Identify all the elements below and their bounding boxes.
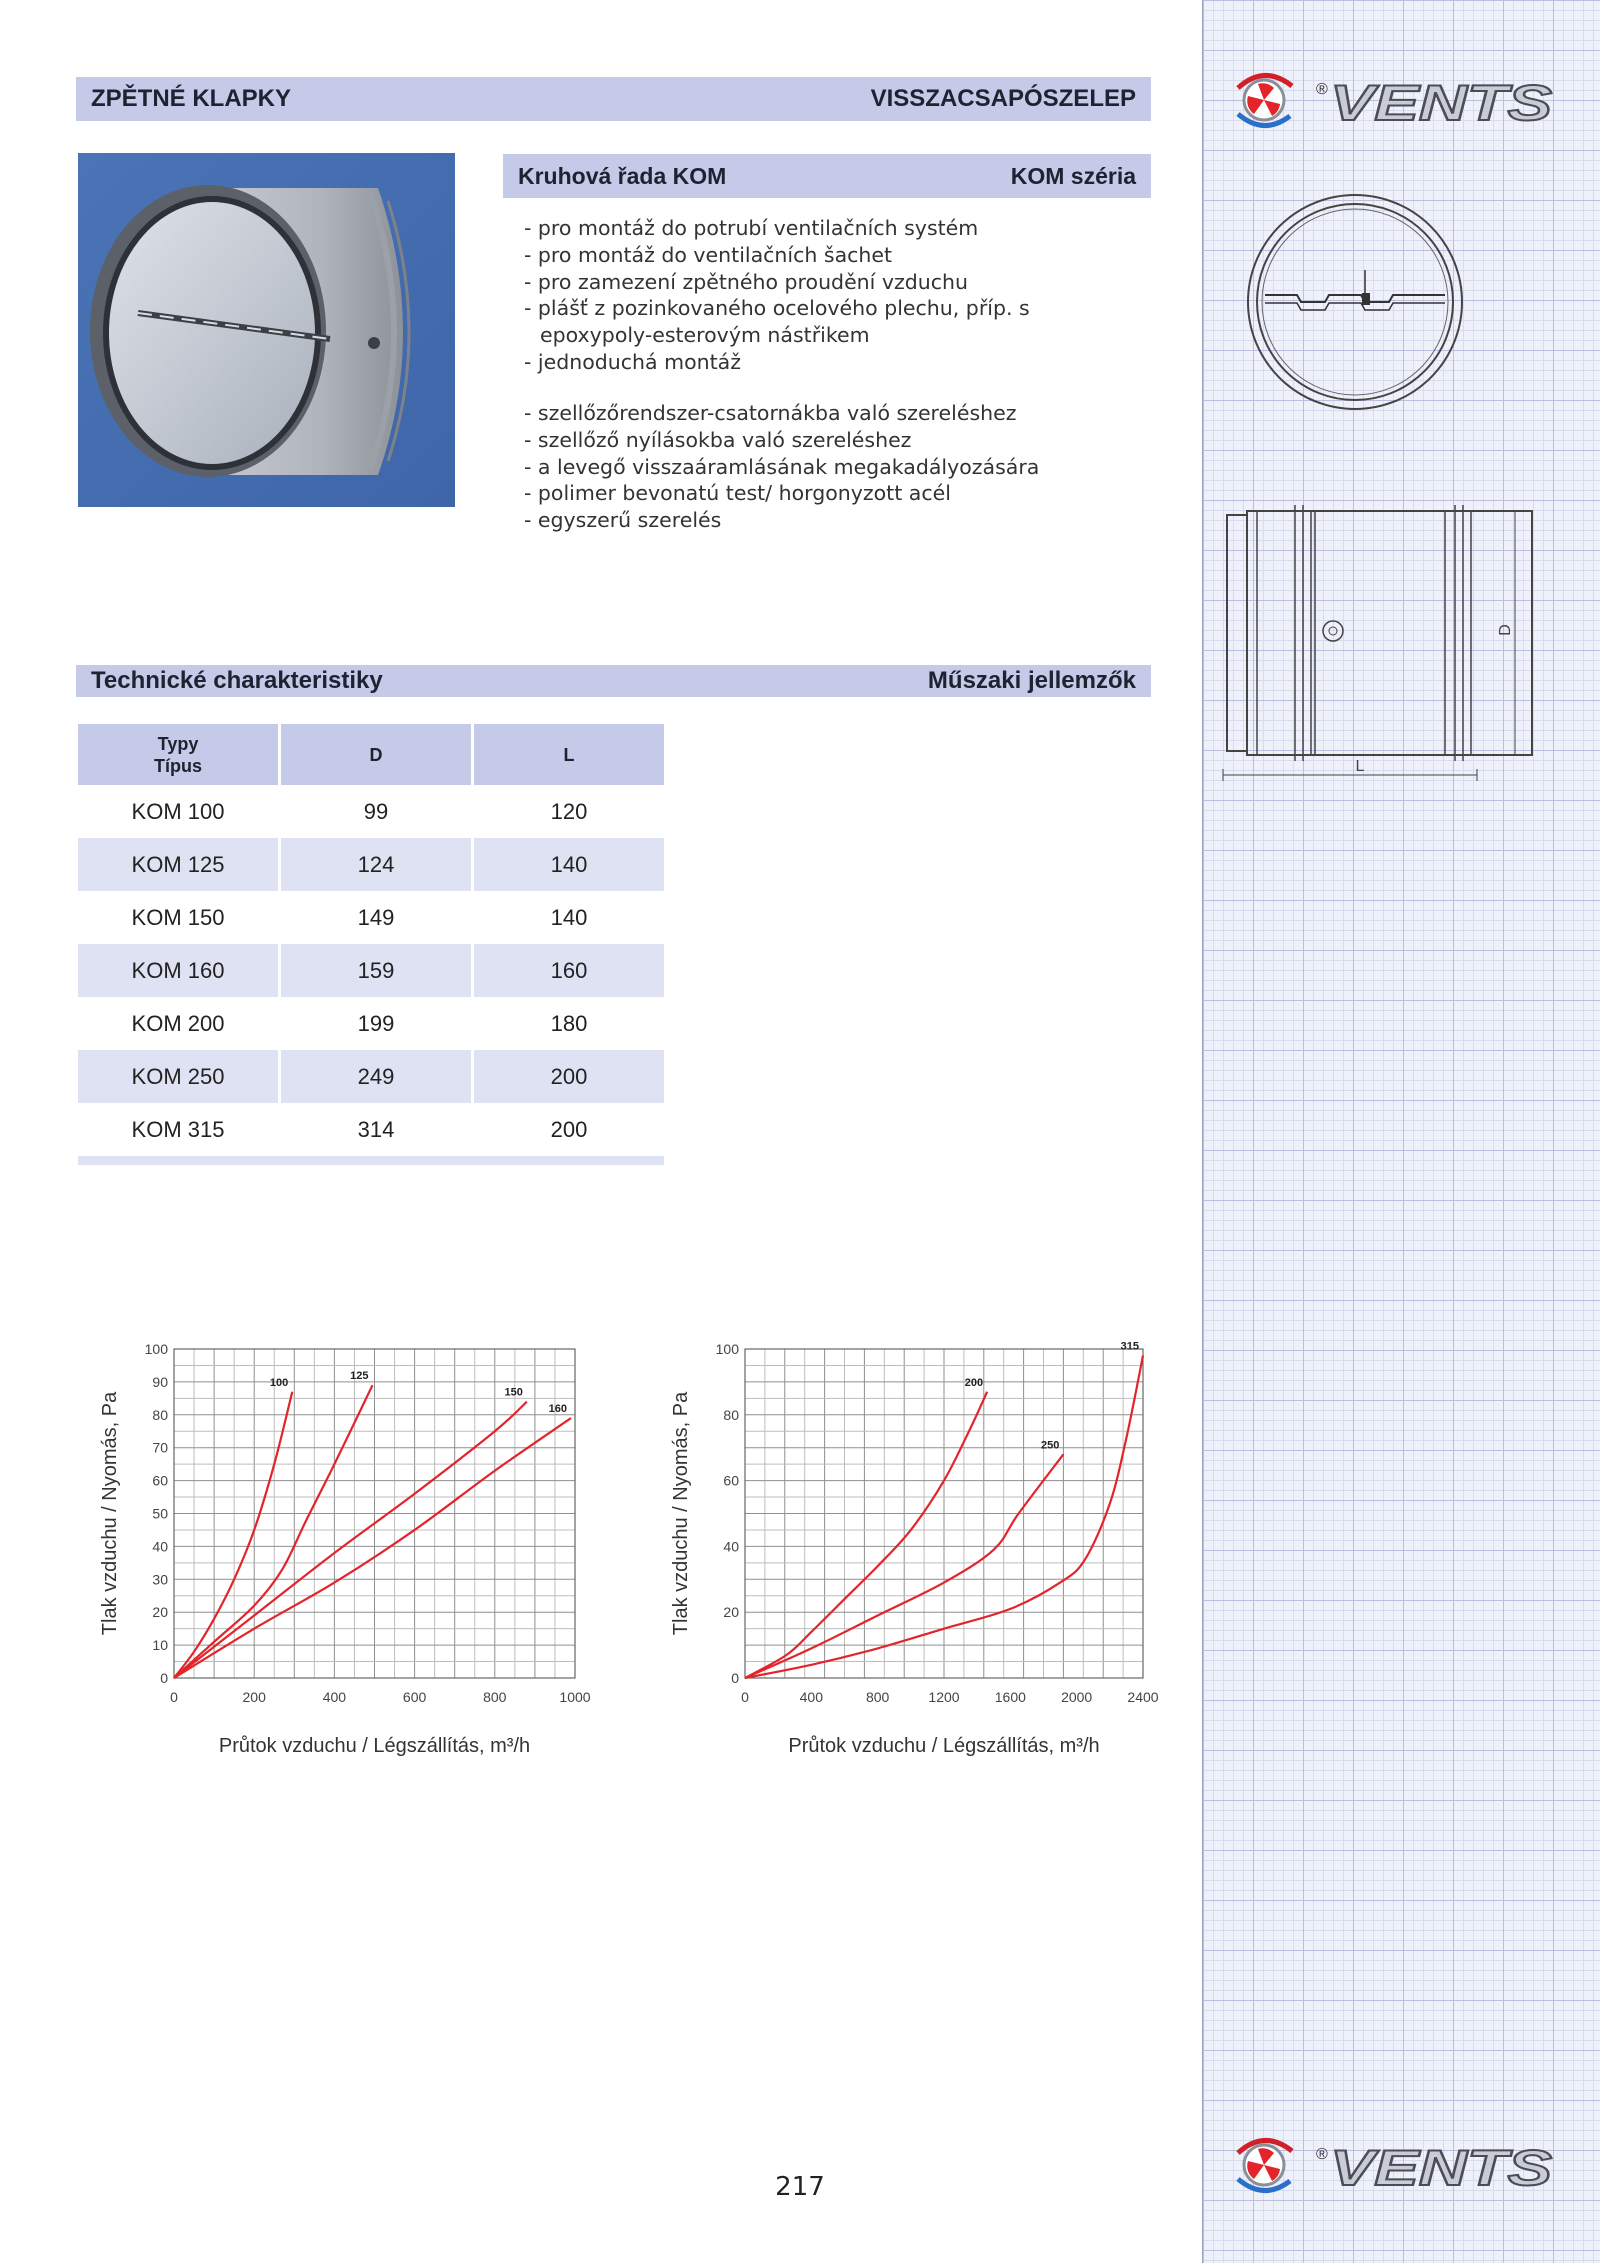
column-header-d: D bbox=[281, 724, 474, 785]
page-number: 217 bbox=[775, 2172, 825, 2202]
list-item: - jednoduchá montáž bbox=[524, 349, 1144, 376]
y-axis-label: Tlak vzduchu / Nyomás, Pa bbox=[670, 1391, 692, 1636]
series-label-315: 315 bbox=[1120, 1340, 1139, 1353]
header-title-cz: ZPĚTNÉ KLAPKY bbox=[91, 85, 292, 112]
logo-wordmark: VENTS bbox=[1330, 75, 1552, 130]
list-item: - pro montáž do ventilačních šachet bbox=[524, 242, 1144, 269]
x-tick-label: 200 bbox=[242, 1689, 266, 1705]
pressure-chart-1 bbox=[78, 1335, 608, 1775]
x-tick-label: 2000 bbox=[1061, 1689, 1093, 1705]
table-header-row bbox=[78, 724, 664, 785]
list-item: - plášť z pozinkovaného ocelového plechu, příp. s epoxypoly-esterovým nástřikem bbox=[524, 295, 1144, 349]
column-header-type: Typy Típus bbox=[78, 724, 281, 785]
series-label-200: 200 bbox=[964, 1376, 984, 1389]
pressure-chart-2 bbox=[660, 1335, 1160, 1775]
table-row: KOM 200 199 180 bbox=[78, 997, 664, 1050]
series-header bbox=[503, 154, 1151, 198]
y-tick-label: 10 bbox=[152, 1637, 168, 1654]
y-tick-label: 40 bbox=[152, 1538, 168, 1555]
x-tick-label: 2400 bbox=[1127, 1689, 1159, 1705]
x-tick-label: 400 bbox=[799, 1689, 824, 1705]
x-tick-label: 1200 bbox=[928, 1689, 960, 1705]
y-tick-label: 30 bbox=[152, 1571, 168, 1588]
table-row: KOM 125 124 140 bbox=[78, 838, 664, 891]
header-title-hu: VISSZACSAPÓSZELEP bbox=[870, 85, 1136, 112]
list-item: - polimer bevonatú test/ horgonyzott acél bbox=[524, 480, 1144, 507]
y-tick-label: 20 bbox=[152, 1604, 168, 1621]
x-tick-label: 0 bbox=[170, 1689, 178, 1705]
tech-title-cz: Technické charakteristiky bbox=[91, 667, 383, 694]
series-line-160 bbox=[174, 1418, 571, 1678]
x-axis-label: Průtok vzduchu / Légszállítás, m³/h bbox=[788, 1735, 1100, 1757]
y-tick-label: 90 bbox=[152, 1373, 168, 1390]
list-item: - pro zamezení zpětného proudění vzduchu bbox=[524, 269, 1144, 296]
list-item: - pro montáž do potrubí ventilačních systém bbox=[524, 215, 1144, 242]
y-tick-label: 60 bbox=[723, 1472, 739, 1489]
list-item: - szellőzőrendszer-csatornákba való szereléshez bbox=[524, 400, 1144, 427]
series-label-100: 100 bbox=[269, 1376, 289, 1389]
tech-title-hu: Műszaki jellemzők bbox=[927, 667, 1136, 694]
technical-header bbox=[76, 665, 1151, 697]
y-tick-label: 80 bbox=[152, 1406, 168, 1423]
category-header bbox=[76, 77, 1151, 121]
dimension-d-label: D bbox=[1497, 624, 1514, 636]
series-title-hu: KOM széria bbox=[1010, 162, 1136, 189]
table-row: KOM 100 99 120 bbox=[78, 785, 664, 838]
dimension-l-label: L bbox=[1355, 758, 1365, 775]
series-label-125: 125 bbox=[350, 1370, 369, 1383]
series-line-150 bbox=[174, 1402, 527, 1678]
x-tick-label: 800 bbox=[865, 1689, 890, 1705]
column-header-l: L bbox=[474, 724, 664, 785]
y-axis-label: Tlak vzduchu / Nyomás, Pa bbox=[99, 1391, 121, 1636]
list-item: - szellőző nyílásokba való szereléshez bbox=[524, 427, 1144, 454]
y-tick-label: 70 bbox=[152, 1439, 168, 1456]
series-label-160: 160 bbox=[548, 1403, 567, 1416]
registered-mark: ® bbox=[1316, 81, 1328, 98]
series-title-cz: Kruhová řada KOM bbox=[518, 162, 727, 189]
series-label-150: 150 bbox=[504, 1386, 523, 1399]
feature-list-cz bbox=[524, 215, 1144, 376]
table-footer-strip bbox=[78, 1156, 664, 1165]
product-photo bbox=[78, 153, 455, 507]
table-row: KOM 250 249 200 bbox=[78, 1050, 664, 1103]
list-item: - egyszerű szerelés bbox=[524, 507, 1144, 534]
y-tick-label: 100 bbox=[715, 1341, 739, 1357]
y-tick-label: 80 bbox=[723, 1406, 739, 1423]
front-view-drawing bbox=[1245, 175, 1465, 435]
brand-logo-footer bbox=[1228, 2135, 1558, 2195]
feature-list-hu bbox=[524, 400, 1144, 534]
series-line-200 bbox=[745, 1392, 987, 1678]
series-line-125 bbox=[174, 1385, 372, 1678]
list-item: - a levegő visszaáramlásának megakadályozására bbox=[524, 454, 1144, 481]
table-row: KOM 150 149 140 bbox=[78, 891, 664, 944]
x-tick-label: 0 bbox=[741, 1689, 749, 1705]
x-tick-label: 400 bbox=[322, 1689, 347, 1705]
logo-wordmark: VENTS bbox=[1330, 2140, 1552, 2195]
specs-table bbox=[78, 724, 664, 1156]
x-tick-label: 1000 bbox=[559, 1689, 591, 1705]
registered-mark: ® bbox=[1316, 2146, 1328, 2163]
x-tick-label: 800 bbox=[483, 1689, 507, 1705]
x-tick-label: 600 bbox=[402, 1689, 427, 1705]
y-tick-label: 0 bbox=[160, 1670, 168, 1686]
series-label-250: 250 bbox=[1041, 1439, 1060, 1452]
y-tick-label: 50 bbox=[152, 1505, 168, 1522]
y-tick-label: 100 bbox=[144, 1341, 168, 1357]
brand-logo bbox=[1228, 70, 1558, 130]
y-tick-label: 60 bbox=[152, 1472, 168, 1489]
y-tick-label: 0 bbox=[731, 1670, 739, 1686]
y-tick-label: 40 bbox=[723, 1538, 739, 1555]
y-tick-label: 20 bbox=[723, 1604, 739, 1621]
side-view-drawing bbox=[1215, 505, 1535, 785]
table-row: KOM 315 314 200 bbox=[78, 1103, 664, 1156]
table-row: KOM 160 159 160 bbox=[78, 944, 664, 997]
x-axis-label: Průtok vzduchu / Légszállítás, m³/h bbox=[218, 1735, 531, 1757]
x-tick-label: 1600 bbox=[994, 1689, 1026, 1705]
